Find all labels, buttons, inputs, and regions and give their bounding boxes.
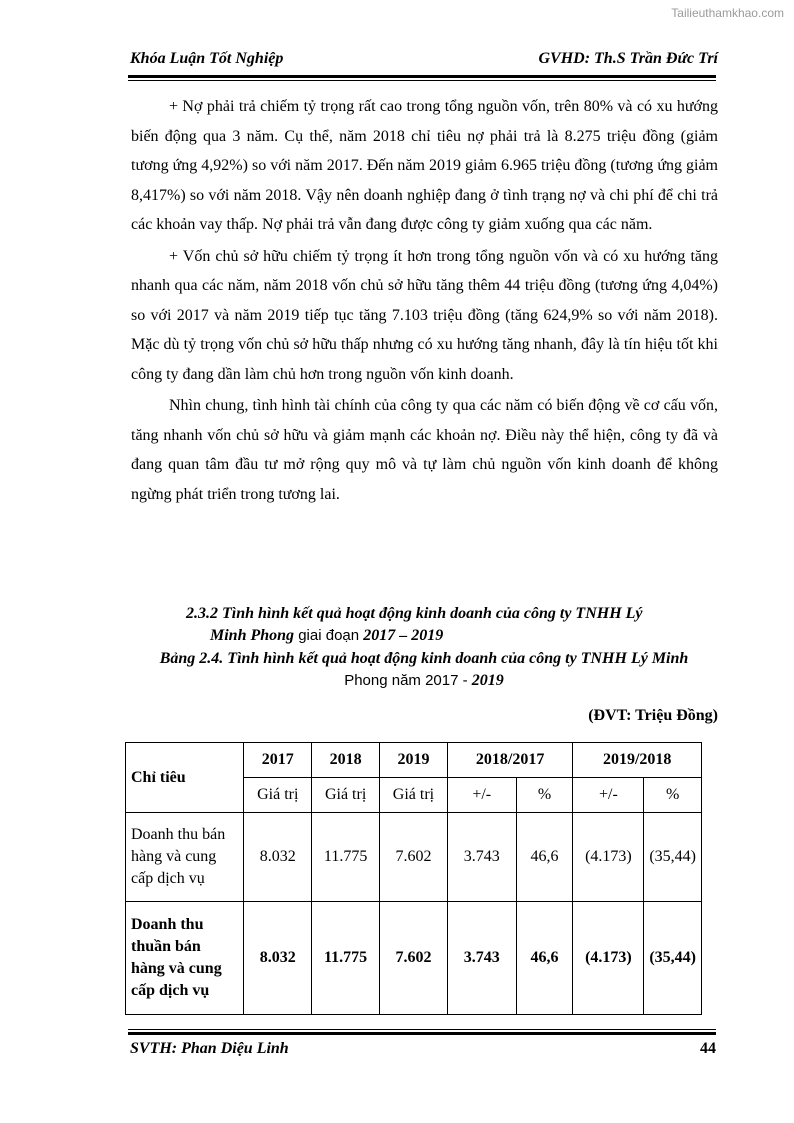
column-header-2017: 2017: [244, 743, 312, 778]
cell-2019: 7.602: [380, 902, 448, 1015]
header-supervisor: GVHD: Th.S Trần Đức Trí: [538, 50, 718, 67]
page-header: [130, 50, 718, 68]
paragraph-equity: + Vốn chủ sở hữu chiếm tỷ trọng ít hơn trong tổng nguồn vốn và có xu hướng tăng nhanh qua các năm, năm 2018 vốn chủ sở hữu tăng thêm 44 triệu đồng (tương ứng 4,04%) so với 2017 và năm 2019 tiếp tục tăng 7.103 triệu đồng (tăng 624,9% so với năm 2018). Mặc dù tỷ trọng vốn chủ sở hữu thấp nhưng có xu hướng tăng nhanh, đây là tín hiệu tốt khi công ty đang dần làm chủ hơn trong nguồn vốn kinh doanh.: [131, 247, 718, 383]
header-divider: [128, 75, 716, 78]
cell-diff-2019-2018: (4.173): [573, 902, 644, 1015]
table-row: [126, 813, 702, 902]
subheader-diff: +/-: [573, 778, 644, 813]
business-results-table: [125, 742, 702, 1015]
cell-pct-2018-2017: 46,6: [516, 813, 573, 902]
section-heading-line1: 2.3.2 Tình hình kết quả hoạt động kinh doanh của công ty TNHH Lý: [186, 605, 643, 622]
cell-2018: 11.775: [312, 902, 380, 1015]
cell-2017: 8.032: [244, 902, 312, 1015]
unit-label: (ĐVT: Triệu Đồng): [588, 707, 718, 724]
subheader-value: Giá trị: [380, 778, 448, 813]
paragraph-summary: Nhìn chung, tình hình tài chính của công ty qua các năm có biến động về cơ cấu vốn, tăng nhanh vốn chủ sở hữu và giảm mạnh các khoản nợ. Điều này thể hiện, công ty đã và đang quan tâm đầu tư mở rộng quy mô và tự làm chủ nguồn vốn kinh doanh để không ngừng phát triển trong tương lai.: [131, 397, 718, 503]
page-number: 44: [700, 1040, 716, 1057]
footer-student: SVTH: Phan Diệu Linh: [130, 1040, 289, 1057]
column-header-2019: 2019: [380, 743, 448, 778]
cell-2019: 7.602: [380, 813, 448, 902]
header-thesis-title: Khóa Luận Tốt Nghiệp: [130, 50, 284, 67]
section-heading: [130, 603, 718, 647]
watermark: Tailieuthamkhao.com: [671, 6, 784, 20]
cell-2018: 11.775: [312, 813, 380, 902]
cell-diff-2018-2017: 3.743: [447, 902, 516, 1015]
cell-diff-2019-2018: (4.173): [573, 813, 644, 902]
footer-divider: [128, 1032, 716, 1035]
cell-pct-2019-2018: (35,44): [644, 902, 702, 1015]
subheader-pct: %: [516, 778, 573, 813]
table-caption: [130, 648, 718, 692]
subheader-value: Giá trị: [312, 778, 380, 813]
body-text: [131, 92, 718, 511]
row-label: Doanh thu bán hàng và cung cấp dịch vụ: [126, 813, 244, 902]
cell-2017: 8.032: [244, 813, 312, 902]
header-divider-thin: [128, 80, 716, 81]
column-header-2018: 2018: [312, 743, 380, 778]
table-row: [126, 902, 702, 1015]
table-caption-line2: Phong năm 2017 - 2019: [344, 672, 504, 689]
cell-pct-2018-2017: 46,6: [516, 902, 573, 1015]
cell-pct-2019-2018: (35,44): [644, 813, 702, 902]
subheader-pct: %: [644, 778, 702, 813]
section-heading-line2: Minh Phong giai đoạn 2017 – 2019: [210, 627, 444, 644]
column-header-indicator: Chỉ tiêu: [126, 743, 244, 813]
table-header-row: [126, 743, 702, 778]
row-label: Doanh thu thuần bán hàng và cung cấp dịch vụ: [126, 902, 244, 1015]
column-header-2019-2018: 2019/2018: [573, 743, 702, 778]
paragraph-liabilities: + Nợ phải trả chiếm tỷ trọng rất cao trong tổng nguồn vốn, trên 80% và có xu hướng biến động qua 3 năm. Cụ thể, năm 2018 chỉ tiêu nợ phải trả là 8.275 triệu đồng (giảm tương ứng 4,92%) so với năm 2017. Đến năm 2019 giảm 6.965 triệu đồng (tương ứng giảm 8,417%) so với năm 2018. Vậy nên doanh nghiệp đang ở tình trạng nợ và chi phí để chi trả các khoản vay thấp. Nợ phải trả vẫn đang được công ty giảm xuống qua các năm.: [131, 98, 718, 233]
page-footer: [130, 1040, 716, 1058]
subheader-diff: +/-: [447, 778, 516, 813]
column-header-2018-2017: 2018/2017: [447, 743, 573, 778]
subheader-value: Giá trị: [244, 778, 312, 813]
table-caption-line1: Bảng 2.4. Tình hình kết quả hoạt động kinh doanh của công ty TNHH Lý Minh: [159, 650, 689, 667]
cell-diff-2018-2017: 3.743: [447, 813, 516, 902]
footer-divider-thin: [128, 1029, 716, 1030]
